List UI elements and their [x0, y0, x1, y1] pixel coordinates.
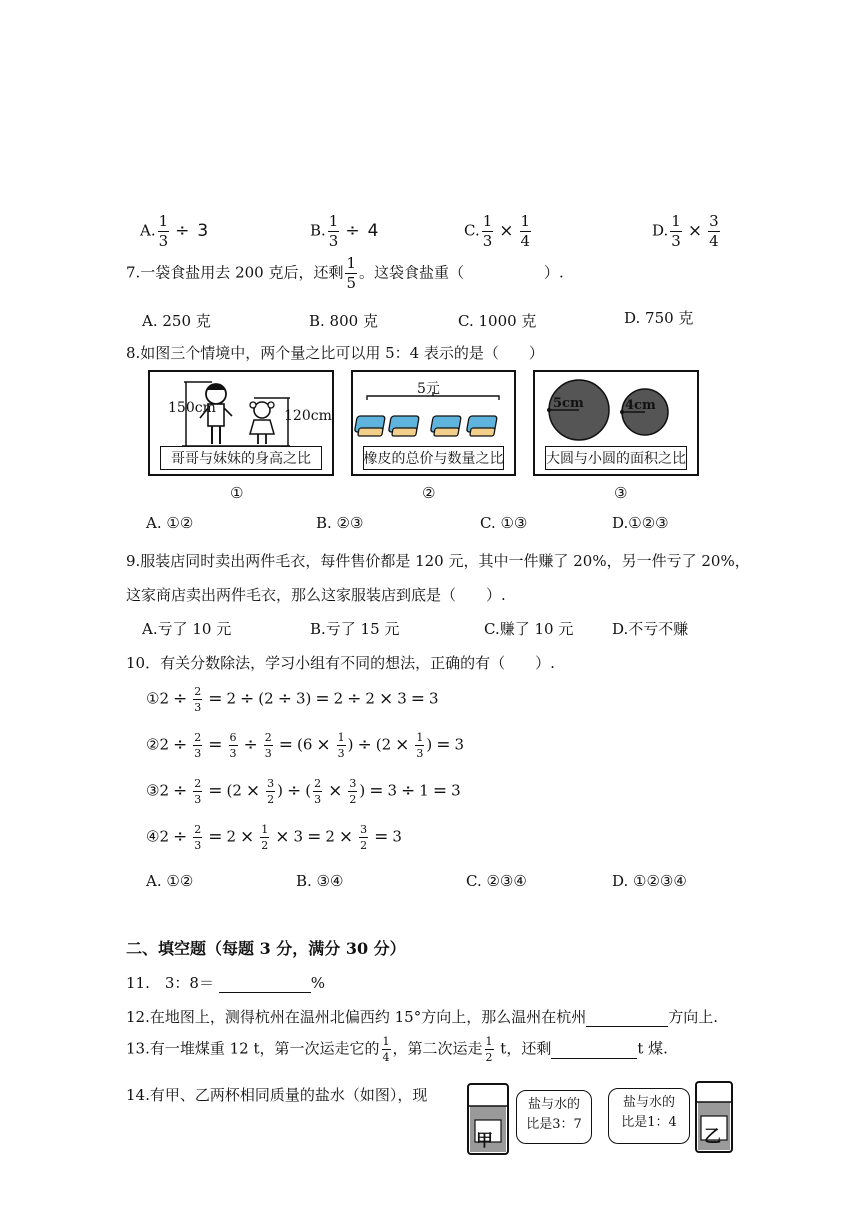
q10-statement-2: ②2 ÷ $\frac{2}{3}$ = $\frac{6}{3}$ ÷ $\frac{2}{3}$ = (6 × $\frac{1}{3}$ ) ÷ (2 × $\frac{1}{3}$ ) = 3 — [146, 731, 465, 760]
denominator: 3 — [482, 232, 493, 250]
q13-text: t，还剩 — [495, 1039, 552, 1058]
q8-option-d[interactable]: D.①②③ — [612, 514, 669, 532]
option-label: A. — [140, 221, 156, 240]
denominator: 3 — [671, 232, 681, 250]
fraction — [345, 256, 357, 291]
q10-stem: 10．有关分数除法，学习小组有不同的想法，正确的有（ ）. — [126, 654, 555, 672]
operator: ÷ — [345, 220, 360, 241]
q8-option-b[interactable]: B. ②③ — [316, 514, 364, 532]
panel-marker-1: ① — [230, 484, 244, 502]
operand: 3 — [197, 220, 209, 241]
option-label: D. — [652, 221, 669, 240]
numerator: 1 — [482, 212, 493, 230]
q8-panel-heights — [148, 370, 334, 476]
q6-option-d[interactable] — [652, 214, 722, 249]
q7-stem-text: ）. — [544, 263, 564, 282]
q9-option-c[interactable]: C.赚了 10 元 — [484, 620, 574, 638]
q11-text: 11. 3：8＝ — [126, 974, 214, 992]
bubble-line: 比是1：4 — [621, 1115, 677, 1130]
operator: × — [499, 220, 514, 241]
total-price-label: 5元 — [417, 381, 440, 397]
denominator: 4 — [382, 1051, 390, 1064]
numerator: 1 — [520, 212, 531, 230]
operand: 4 — [367, 220, 379, 241]
panel-marker-2: ② — [422, 484, 436, 502]
q12-text: 方向上. — [668, 1008, 718, 1026]
fraction — [328, 214, 340, 249]
numerator: 1 — [158, 212, 169, 230]
bubble-yi — [608, 1088, 690, 1144]
numerator: 1 — [346, 254, 357, 272]
bubble-line: 比是3：7 — [526, 1117, 582, 1132]
q6-option-a[interactable] — [140, 214, 212, 249]
q8-panel-circles — [533, 370, 699, 476]
fraction — [520, 214, 532, 249]
q13-text: t 煤. — [637, 1039, 668, 1058]
denominator: 3 — [328, 232, 339, 250]
panel-marker-3: ③ — [614, 484, 628, 502]
denominator: 4 — [520, 232, 531, 250]
q10-statement-1: ①2 ÷ $\frac{2}{3}$ = 2 ÷ (2 ÷ 3) = 2 ÷ 2 × 3 = 3 — [146, 685, 439, 714]
q9-stem-line1: 9.服装店同时卖出两件毛衣，每件售价都是 120 元，其中一件赚了 20%，另一件亏了 20%， — [126, 552, 750, 570]
q11-blank[interactable] — [219, 974, 311, 993]
q9-option-b[interactable]: B.亏了 15 元 — [310, 620, 400, 638]
q13-blank[interactable] — [551, 1040, 637, 1059]
section-title: 二、填空题（每题 3 分，满分 30 分） — [126, 939, 406, 958]
q12 — [126, 1006, 718, 1027]
q7-stem-text: 。这袋食盐重（ — [359, 263, 465, 282]
panel-caption: 橡皮的总价与数量之比 — [363, 451, 504, 467]
q6-option-c[interactable] — [464, 214, 533, 249]
option-label: B. — [310, 221, 326, 240]
panel-caption: 哥哥与妹妹的身高之比 — [171, 451, 311, 467]
bubble-line: 盐与水的 — [527, 1097, 580, 1112]
operator: ÷ — [175, 220, 190, 241]
brother-height-label: 150cm — [168, 400, 216, 416]
q9-option-a[interactable]: A.亏了 10 元 — [142, 620, 232, 638]
numerator: 3 — [709, 212, 719, 230]
q13-text: ，第二次运走 — [392, 1039, 483, 1058]
q13-text: 13.有一堆煤重 12 t，第一次运走它的 — [126, 1039, 380, 1058]
q10-option-c[interactable]: C. ②③④ — [466, 872, 527, 890]
cup-yi-label: 乙 — [704, 1127, 721, 1147]
cup-jia-label: 甲 — [476, 1131, 493, 1151]
q10-statement-4: ④2 ÷ $\frac{2}{3}$ = 2 × $\frac{1}{2}$ × 3 = 2 × $\frac{3}{2}$ = 3 — [146, 823, 402, 852]
bubble-line: 盐与水的 — [622, 1095, 675, 1110]
fraction — [708, 214, 720, 249]
q7-option-c[interactable]: C. 1000 克 — [458, 312, 537, 330]
q8-stem: 8.如图三个情境中，两个量之比可以用 5：4 表示的是（ ） — [126, 344, 544, 362]
q7-option-b[interactable]: B. 800 克 — [309, 312, 378, 330]
panel-caption: 大圆与小圆的面积之比 — [546, 451, 686, 467]
numerator: 1 — [382, 1035, 390, 1048]
option-label: C. — [464, 221, 480, 240]
q12-text: 12.在地图上，测得杭州在温州北偏西约 15°方向上，那么温州在杭州 — [126, 1008, 587, 1026]
fraction — [382, 1036, 391, 1063]
fraction — [485, 1036, 494, 1063]
q6-option-b[interactable] — [310, 214, 382, 249]
q7-stem — [126, 256, 564, 291]
q8-option-c[interactable]: C. ①③ — [480, 514, 528, 532]
big-circle-radius: 5cm — [553, 396, 584, 411]
q10-option-d[interactable]: D. ①②③④ — [612, 872, 687, 890]
denominator: 3 — [158, 232, 169, 250]
sister-height-label: 120cm — [284, 408, 332, 424]
denominator: 2 — [485, 1051, 493, 1064]
small-circle-radius: 4cm — [625, 398, 656, 413]
fraction — [158, 214, 170, 249]
q7-stem-text: 7.一袋食盐用去 200 克后，还剩 — [126, 263, 344, 282]
denominator: 5 — [346, 274, 357, 292]
fraction — [670, 214, 682, 249]
operator: × — [687, 220, 703, 241]
q9-option-d[interactable]: D.不亏不赚 — [612, 620, 689, 638]
q11 — [126, 972, 325, 993]
numerator: 1 — [485, 1035, 493, 1048]
fraction — [482, 214, 494, 249]
q9-stem-line2: 这家商店卖出两件毛衣，那么这家服装店到底是（ ）. — [126, 586, 506, 604]
numerator: 1 — [328, 212, 339, 230]
q14-stem: 14.有甲、乙两杯相同质量的盐水（如图），现 — [126, 1086, 428, 1104]
q10-option-b[interactable]: B. ③④ — [296, 872, 344, 890]
numerator: 1 — [671, 212, 681, 230]
q12-blank[interactable] — [586, 1008, 668, 1027]
denominator: 4 — [709, 232, 719, 250]
q7-option-a[interactable]: A. 250 克 — [142, 312, 211, 330]
q7-option-d[interactable]: D. 750 克 — [624, 309, 694, 327]
bubble-jia — [516, 1090, 592, 1144]
q8-option-a[interactable]: A. ①② — [146, 514, 194, 532]
q10-option-a[interactable]: A. ①② — [146, 872, 194, 890]
q11-suffix: % — [310, 974, 325, 992]
q10-statement-3: ③2 ÷ $\frac{2}{3}$ = (2 × $\frac{3}{2}$ ) ÷ ( $\frac{2}{3}$ × $\frac{3}{2}$ ) = 3 ÷ 1 = 3 — [146, 777, 461, 806]
q13 — [126, 1036, 668, 1063]
q8-panel-erasers — [351, 370, 516, 476]
